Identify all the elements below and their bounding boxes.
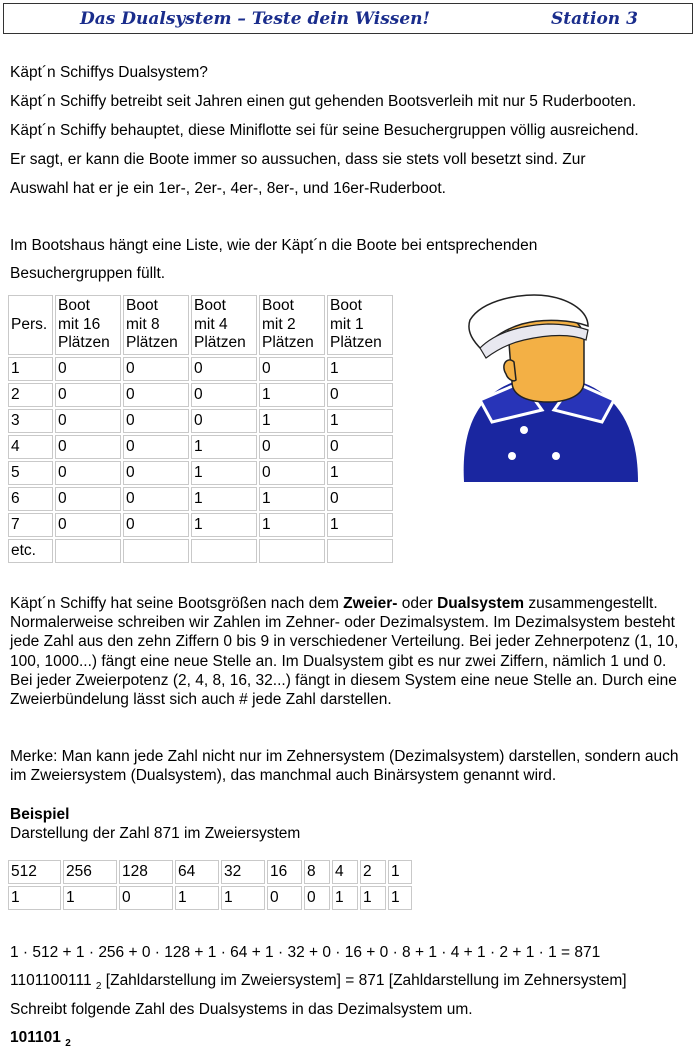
header-line: Plätzen <box>58 334 110 352</box>
intro-line-3: Käpt´n Schiffy behauptet, diese Miniflotte sei für seine Besuchergruppen völlig ausreichend. <box>10 122 639 139</box>
table-cell: 0 <box>123 435 189 459</box>
explanation-text-d: zusammengestellt. Normalerweise schreiben wir Zahlen im Zehner- oder Dezimalsystem. Im Dezimalsystem besteht jede Zahl aus den zehn Ziffern 0 bis 9 in verschiedener Verteilung. Bei jeder Zehnerpotenz (1, 10, 100, 1000...) fängt eine neue Stelle an. Im Dualsystem gibt es nur zwei Ziffern, nämlich 1 und 0. Bei jeder Zweierpotenz (2, 4, 8, 16, 32...) fängt in diesem System eine neue Stelle an. Durch eine Zweierbündelung lässt sich auch # jede Zahl darstellen. <box>10 595 679 709</box>
task-binary-number: 101101 <box>10 1029 66 1046</box>
table-row <box>8 461 393 485</box>
term-zweier: Zweier- <box>343 595 398 612</box>
table-cell: 1 <box>259 513 325 537</box>
calculation-equivalence <box>10 972 627 992</box>
digit-cell: 0 <box>119 886 173 910</box>
header-line: Plätzen <box>194 334 246 352</box>
table-cell <box>191 539 257 563</box>
table-cell: 0 <box>259 461 325 485</box>
base-subscript: 2 <box>95 981 102 993</box>
table-cell: 1 <box>327 357 393 381</box>
sailor-icon <box>452 290 642 495</box>
power-cell: 16 <box>267 860 302 884</box>
explanation-text-c: oder <box>397 595 438 612</box>
table-row <box>8 409 393 433</box>
power-cell: 1 <box>388 860 412 884</box>
table-cell <box>123 539 189 563</box>
header-line: Boot <box>58 297 90 315</box>
binary-number: 1101100111 <box>10 972 96 989</box>
power-cell: 2 <box>360 860 386 884</box>
header-line: Boot <box>262 297 294 315</box>
table-cell: 1 <box>259 383 325 407</box>
header-line: Plätzen <box>330 334 382 352</box>
digit-cell: 1 <box>175 886 219 910</box>
task-instruction: Schreibt folgende Zahl des Dualsystems in das Dezimalsystem um. <box>10 1001 473 1018</box>
table-cell: 4 <box>8 435 53 459</box>
table-cell: 0 <box>191 357 257 381</box>
digit-cell: 1 <box>332 886 358 910</box>
power-cell: 4 <box>332 860 358 884</box>
binary-table <box>6 858 414 912</box>
table-cell: 0 <box>327 435 393 459</box>
table-cell: 0 <box>123 513 189 537</box>
digit-cell: 1 <box>360 886 386 910</box>
table-cell: 6 <box>8 487 53 511</box>
task-base-subscript: 2 <box>65 1038 71 1049</box>
power-cell: 512 <box>8 860 61 884</box>
page-header <box>3 3 693 34</box>
table-cell: 0 <box>55 357 121 381</box>
table-cell: 0 <box>327 383 393 407</box>
table-cell: 0 <box>55 383 121 407</box>
digit-cell: 1 <box>388 886 412 910</box>
explanation-paragraph <box>10 594 690 709</box>
intro-line-2: Käpt´n Schiffy betreibt seit Jahren einen gut gehenden Bootsverleih mit nur 5 Ruderbooten. <box>10 93 637 110</box>
boat-table-header <box>8 295 393 355</box>
table-cell: 0 <box>123 461 189 485</box>
boat-table-header-cell <box>191 295 257 355</box>
table-cell: 3 <box>8 409 53 433</box>
boat-table-header-cell <box>55 295 121 355</box>
table-cell: 0 <box>55 409 121 433</box>
powers-row <box>8 860 412 884</box>
table-cell <box>327 539 393 563</box>
beispiel-text: Darstellung der Zahl 871 im Zweiersystem <box>10 825 301 842</box>
header-line: mit 4 <box>194 315 228 333</box>
table-cell: 2 <box>8 383 53 407</box>
boat-table-header-cell <box>123 295 189 355</box>
intro-line-4: Er sagt, er kann die Boote immer so aussuchen, dass sie stets voll besetzt sind. Zur <box>10 151 586 168</box>
table-cell: 0 <box>259 357 325 381</box>
table-cell: 1 <box>191 513 257 537</box>
table-cell: 0 <box>259 435 325 459</box>
boat-table-header-cell <box>8 295 53 355</box>
table-cell: 1 <box>259 487 325 511</box>
digits-row <box>8 886 412 910</box>
table-cell <box>259 539 325 563</box>
table-cell <box>55 539 121 563</box>
table-cell: 1 <box>191 461 257 485</box>
beispiel-label: Beispiel <box>10 806 70 823</box>
digit-cell: 0 <box>304 886 330 910</box>
boat-table <box>6 293 395 565</box>
table-cell: 7 <box>8 513 53 537</box>
digit-cell: 1 <box>221 886 265 910</box>
table-cell: etc. <box>8 539 53 563</box>
header-line: mit 16 <box>58 315 101 333</box>
intro-line-5: Auswahl hat er je ein 1er-, 2er-, 4er-, 8er-, und 16er-Ruderboot. <box>10 180 446 197</box>
list-intro-line-1: Im Bootshaus hängt eine Liste, wie der Käpt´n die Boote bei entsprechenden <box>10 237 538 254</box>
header-line: Boot <box>330 297 362 315</box>
table-row <box>8 487 393 511</box>
digit-cell: 1 <box>8 886 61 910</box>
power-cell: 128 <box>119 860 173 884</box>
table-cell: 1 <box>191 487 257 511</box>
table-cell: 0 <box>55 487 121 511</box>
table-cell: 1 <box>8 357 53 381</box>
calculation-sum: 1 · 512 + 1 · 256 + 0 · 128 + 1 · 64 + 1 · 32 + 0 · 16 + 0 · 8 + 1 · 4 + 1 · 2 + 1 · 1 = 871 <box>10 944 601 961</box>
worksheet-title: Das Dualsystem – Teste dein Wissen! <box>80 9 430 29</box>
table-cell: 1 <box>259 409 325 433</box>
table-row <box>8 539 393 563</box>
station-label: Station 3 <box>551 9 638 29</box>
boat-table-header-cell <box>259 295 325 355</box>
header-line: Plätzen <box>262 334 314 352</box>
table-cell: 0 <box>191 383 257 407</box>
intro-line-1: Käpt´n Schiffys Dualsystem? <box>10 64 208 81</box>
power-cell: 32 <box>221 860 265 884</box>
table-row <box>8 357 393 381</box>
task-number <box>10 1029 71 1049</box>
header-line: mit 2 <box>262 315 296 333</box>
table-cell: 0 <box>123 487 189 511</box>
table-cell: 0 <box>191 409 257 433</box>
table-cell: 0 <box>55 461 121 485</box>
term-dualsystem: Dualsystem <box>437 595 525 612</box>
table-cell: 0 <box>123 383 189 407</box>
table-row <box>8 383 393 407</box>
power-cell: 8 <box>304 860 330 884</box>
table-row <box>8 435 393 459</box>
boat-table-header-cell <box>327 295 393 355</box>
header-line: Boot <box>194 297 226 315</box>
digit-cell: 1 <box>63 886 117 910</box>
power-cell: 64 <box>175 860 219 884</box>
header-line: Plätzen <box>126 334 178 352</box>
merke-paragraph: Merke: Man kann jede Zahl nicht nur im Zehnersystem (Dezimalsystem) darstellen, sondern auch im Zweiersystem (Dualsystem), das manchmal auch Binärsystem genannt wird. <box>10 748 679 785</box>
power-cell: 256 <box>63 860 117 884</box>
digit-cell: 0 <box>267 886 302 910</box>
header-line: mit 8 <box>126 315 160 333</box>
table-cell: 5 <box>8 461 53 485</box>
table-cell: 1 <box>327 461 393 485</box>
table-cell: 0 <box>123 409 189 433</box>
header-line: Boot <box>126 297 158 315</box>
table-cell: 1 <box>191 435 257 459</box>
header-line: mit 1 <box>330 315 364 333</box>
list-intro-line-2: Besuchergruppen füllt. <box>10 265 166 282</box>
table-cell: 0 <box>55 435 121 459</box>
table-cell: 0 <box>55 513 121 537</box>
table-cell: 0 <box>123 357 189 381</box>
table-cell: 1 <box>327 513 393 537</box>
table-cell: 0 <box>327 487 393 511</box>
table-row <box>8 513 393 537</box>
table-cell: 1 <box>327 409 393 433</box>
explanation-text-a: Käpt´n Schiffy hat seine Bootsgrößen nach dem <box>10 595 344 612</box>
equivalence-text: [Zahldarstellung im Zweiersystem] = 871 [Zahldarstellung im Zehnersystem] <box>101 972 627 989</box>
header-line: Pers. <box>11 315 48 333</box>
